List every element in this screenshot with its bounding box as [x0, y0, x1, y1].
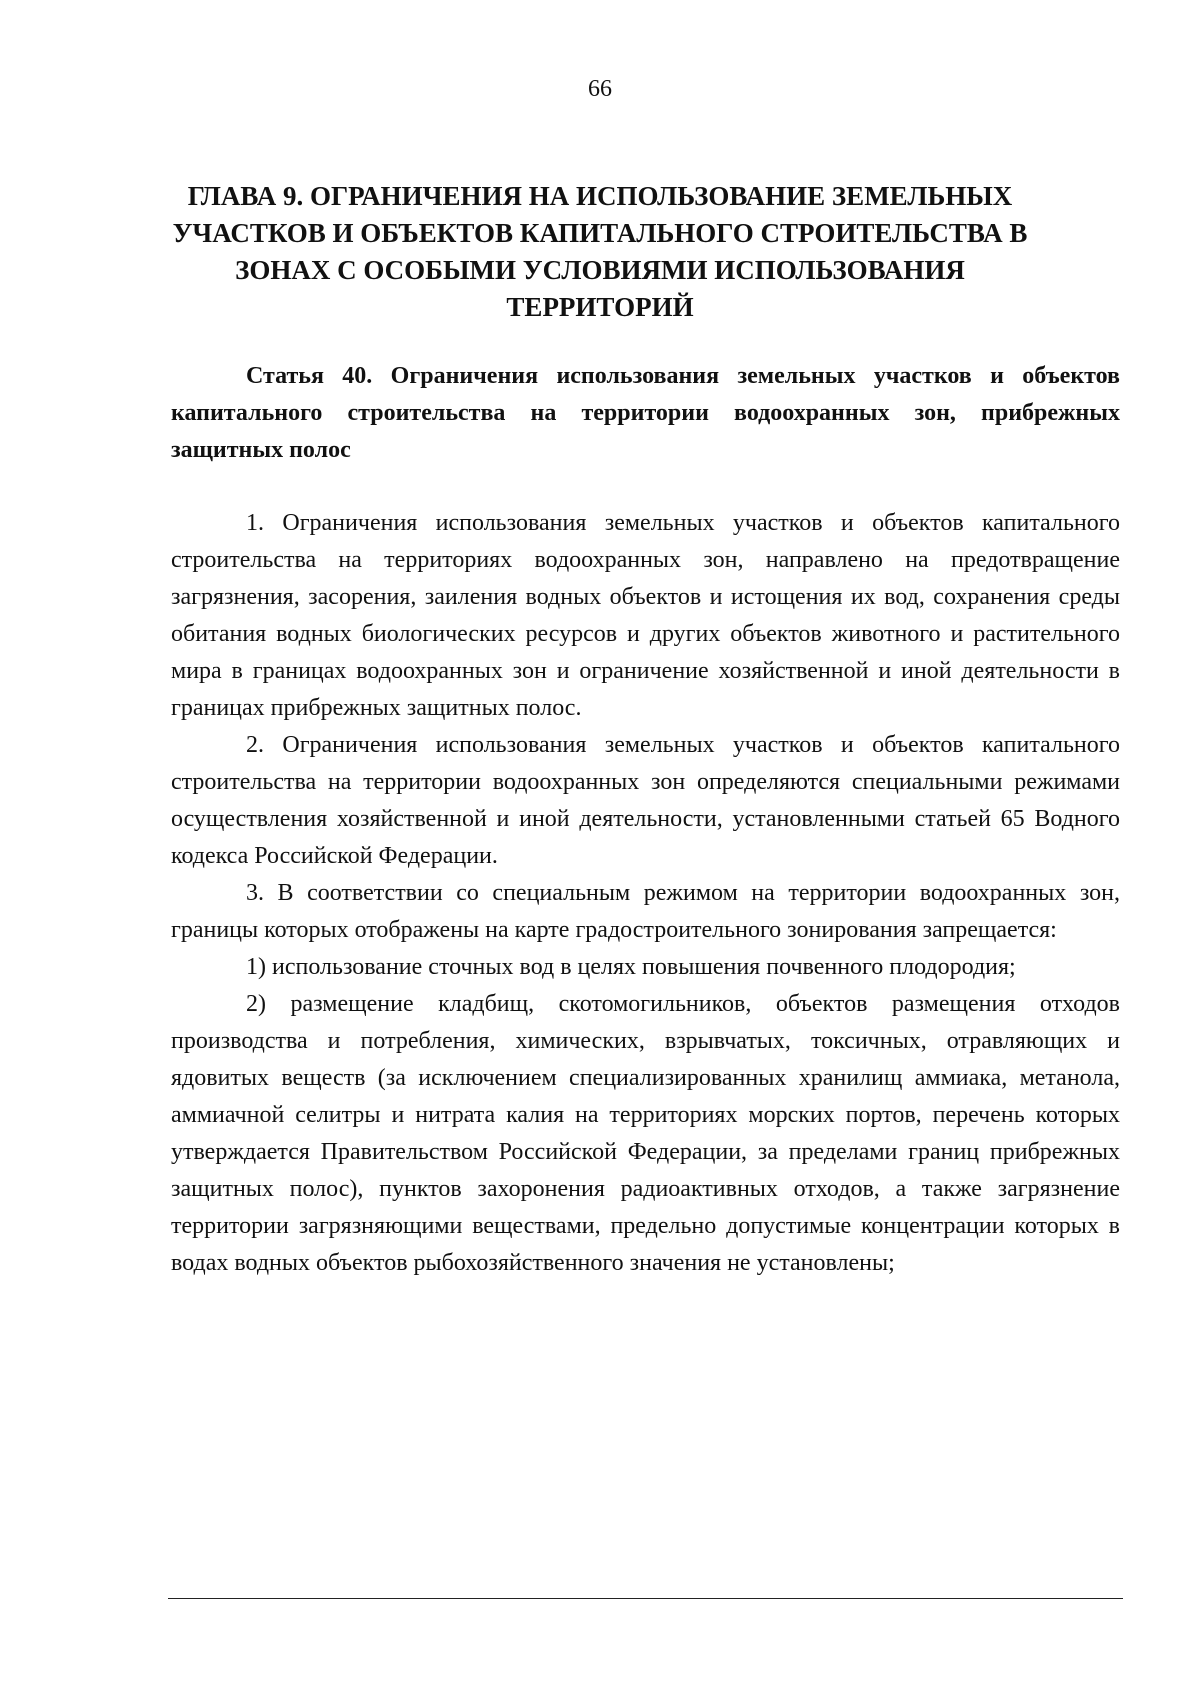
footer-divider — [168, 1598, 1123, 1599]
article-body — [171, 505, 1120, 1282]
list-item-1: 1) использование сточных вод в целях повышения почвенного плодородия; — [246, 954, 1016, 980]
list-item-2: 2) размещение кладбищ, скотомогильников, объектов размещения отходов производства и потребления, химических, взрывчатых, токсичных, отравляющих и ядовитых веществ (за исключением специализированных хранилищ аммиака, метанола, аммиачной селитры и нитрата калия на территориях морских портов, перечень которых утверждается Правительством Российской Федерации, за пределами границ прибрежных защитных полос), пунктов захоронения радиоактивных отходов, а также загрязнение территории загрязняющими веществами, предельно допустимые концентрации которых в водах водных объектов рыбохозяйственного значения не установлены; — [171, 991, 1120, 1276]
paragraph-1: 1. Ограничения использования земельных участков и объектов капитального строительства на территориях водоохранных зон, направлено на предотвращение загрязнения, засорения, заиления водных объектов и истощения их вод, сохранения среды обитания водных биологических ресурсов и других объектов животного и растительного мира в границах водоохранных зон и ограничение хозяйственной и иной деятельности в границах прибрежных защитных полос. — [171, 510, 1120, 721]
chapter-title: ГЛАВА 9. ОГРАНИЧЕНИЯ НА ИСПОЛЬЗОВАНИЕ ЗЕМЕЛЬНЫХ УЧАСТКОВ И ОБЪЕКТОВ КАПИТАЛЬНОГО СТРОИТЕЛЬСТВА В ЗОНАХ С ОСОБЫМИ УСЛОВИЯМИ ИСПОЛЬЗОВАНИЯ ТЕРРИТОРИЙ — [172, 181, 1028, 322]
paragraph-3: 3. В соответствии со специальным режимом на территории водоохранных зон, границы которых отображены на карте градостроительного зонирования запрещается: — [171, 880, 1120, 943]
page-number: 66 — [588, 76, 612, 102]
paragraph-2: 2. Ограничения использования земельных участков и объектов капитального строительства на территории водоохранных зон определяются специальными режимами осуществления хозяйственной и иной деятельности, установленными статьей 65 Водного кодекса Российской Федерации. — [171, 732, 1120, 869]
article-title: Статья 40. Ограничения использования земельных участков и объектов капитального строительства на территории водоохранных зон, прибрежных защитных полос — [171, 363, 1120, 463]
